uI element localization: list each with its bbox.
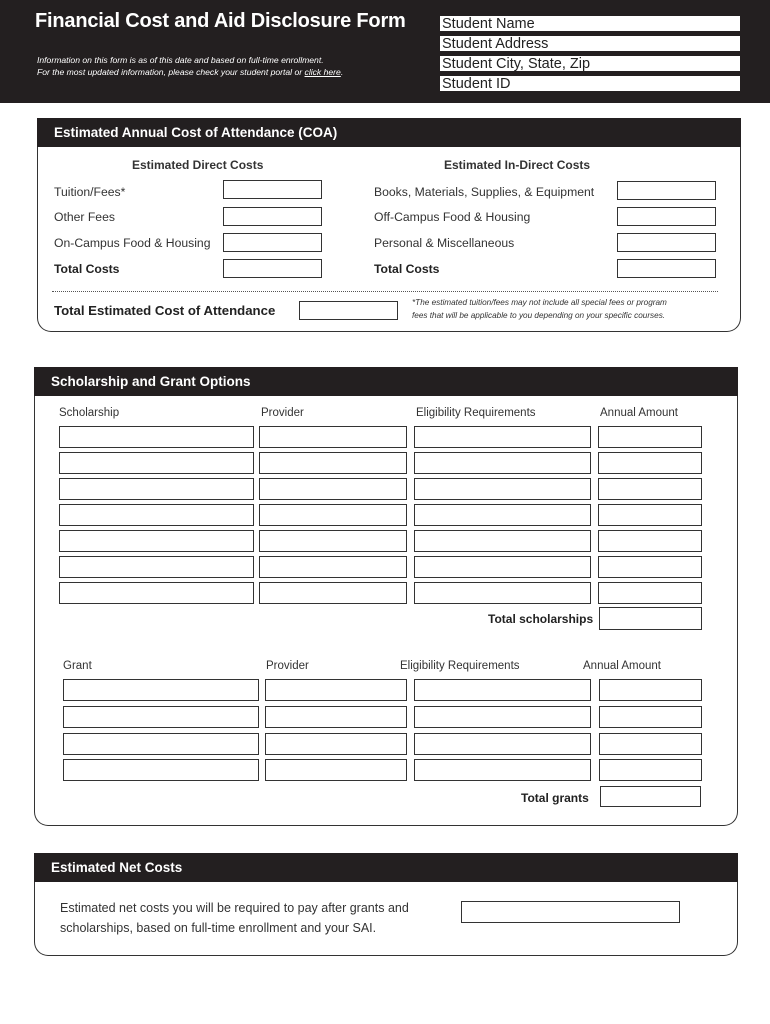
indirect-total-costs-label: Total Costs — [374, 262, 440, 276]
student-address-field[interactable]: Student Address — [439, 35, 741, 52]
direct-total-costs-input[interactable] — [223, 259, 322, 278]
scholarship-eligibility-input[interactable] — [414, 452, 591, 474]
scholarship-eligibility-input[interactable] — [414, 426, 591, 448]
grant-provider-input[interactable] — [265, 679, 407, 701]
scholarship-provider-input[interactable] — [259, 426, 407, 448]
scholarship-provider-input[interactable] — [259, 556, 407, 578]
scholarship-eligibility-input[interactable] — [414, 556, 591, 578]
grant-col-header: Grant — [63, 660, 92, 672]
scholarship-eligibility-input[interactable] — [414, 478, 591, 500]
scholarship-name-input[interactable] — [59, 582, 254, 604]
scholarship-name-input[interactable] — [59, 452, 254, 474]
net-costs-line-1: Estimated net costs you will be required to pay after grants and — [60, 901, 409, 915]
form-header — [0, 0, 770, 103]
off-campus-housing-label: Off-Campus Food & Housing — [374, 210, 531, 224]
coa-divider — [52, 291, 718, 292]
scholarship-amount-input[interactable] — [598, 452, 702, 474]
tuition-fees-label: Tuition/Fees* — [54, 185, 126, 199]
coa-section-header: Estimated Annual Cost of Attendance (COA) — [37, 118, 741, 147]
on-campus-housing-label: On-Campus Food & Housing — [54, 236, 211, 250]
click-here-link[interactable]: click here — [304, 67, 341, 77]
scholarship-provider-input[interactable] — [259, 530, 407, 552]
other-fees-label: Other Fees — [54, 210, 115, 224]
total-grants-label: Total grants — [521, 791, 589, 805]
scholarship-provider-input[interactable] — [259, 478, 407, 500]
info-line-2 — [37, 66, 343, 78]
total-coa-input[interactable] — [299, 301, 398, 320]
books-materials-label: Books, Materials, Supplies, & Equipment — [374, 185, 595, 199]
total-scholarships-input[interactable] — [599, 607, 702, 630]
indirect-total-costs-input[interactable] — [617, 259, 716, 278]
scholarship-section-header: Scholarship and Grant Options — [34, 367, 738, 396]
grant-name-input[interactable] — [63, 733, 259, 755]
note-line-2: fees that will be applicable to you depending on your specific courses. — [412, 311, 666, 320]
grant-name-input[interactable] — [63, 679, 259, 701]
note-line-1: *The estimated tuition/fees may not include all special fees or program — [412, 298, 667, 307]
grant-amount-col-header: Annual Amount — [583, 660, 662, 672]
scholarship-eligibility-input[interactable] — [414, 530, 591, 552]
net-costs-section-header: Estimated Net Costs — [34, 853, 738, 882]
personal-misc-input[interactable] — [617, 233, 716, 252]
other-fees-input[interactable] — [223, 207, 322, 226]
student-name-field[interactable]: Student Name — [439, 15, 741, 32]
on-campus-housing-input[interactable] — [223, 233, 322, 252]
scholarship-name-input[interactable] — [59, 478, 254, 500]
scholarship-eligibility-input[interactable] — [414, 582, 591, 604]
grant-provider-input[interactable] — [265, 759, 407, 781]
grant-provider-col-header: Provider — [266, 660, 309, 672]
books-materials-input[interactable] — [617, 181, 716, 200]
scholarship-col-header: Scholarship — [59, 407, 120, 419]
scholarship-provider-input[interactable] — [259, 504, 407, 526]
info-line-2-end: . — [340, 67, 344, 77]
net-costs-line-2: scholarships, based on full-time enrollment and your SAI. — [60, 921, 377, 935]
total-grants-input[interactable] — [600, 786, 701, 807]
info-line-2-text: For the most updated information, please check your student portal or — [37, 67, 305, 77]
student-city-state-zip-field[interactable]: Student City, State, Zip — [439, 55, 741, 72]
scholarship-name-input[interactable] — [59, 556, 254, 578]
net-costs-description — [60, 898, 409, 938]
total-scholarships-label: Total scholarships — [488, 612, 594, 626]
student-id-field[interactable]: Student ID — [439, 75, 741, 92]
total-coa-label: Total Estimated Cost of Attendance — [54, 303, 276, 318]
net-costs-input[interactable] — [461, 901, 680, 923]
grant-amount-input[interactable] — [599, 733, 702, 755]
scholarship-amount-input[interactable] — [598, 478, 702, 500]
scholarship-amount-input[interactable] — [598, 504, 702, 526]
tuition-fees-note — [412, 296, 667, 322]
tuition-fees-input[interactable] — [223, 180, 322, 199]
direct-costs-heading: Estimated Direct Costs — [132, 158, 264, 172]
scholarship-name-input[interactable] — [59, 504, 254, 526]
enrollment-info — [37, 54, 343, 78]
scholarship-provider-input[interactable] — [259, 452, 407, 474]
scholarship-amount-input[interactable] — [598, 530, 702, 552]
grant-eligibility-input[interactable] — [414, 679, 591, 701]
grant-provider-input[interactable] — [265, 706, 407, 728]
scholarship-name-input[interactable] — [59, 530, 254, 552]
grant-name-input[interactable] — [63, 706, 259, 728]
scholarship-eligibility-input[interactable] — [414, 504, 591, 526]
scholarship-name-input[interactable] — [59, 426, 254, 448]
scholarship-provider-col-header: Provider — [261, 407, 304, 419]
grant-amount-input[interactable] — [599, 679, 702, 701]
grant-eligibility-input[interactable] — [414, 706, 591, 728]
scholarship-amount-col-header: Annual Amount — [600, 407, 679, 419]
grant-eligibility-input[interactable] — [414, 733, 591, 755]
grant-amount-input[interactable] — [599, 759, 702, 781]
scholarship-provider-input[interactable] — [259, 582, 407, 604]
info-line-1: Information on this form is as of this date and based on full-time enrollment. — [37, 55, 324, 65]
scholarship-eligibility-col-header: Eligibility Requirements — [416, 407, 536, 419]
scholarship-amount-input[interactable] — [598, 582, 702, 604]
scholarship-amount-input[interactable] — [598, 426, 702, 448]
grant-amount-input[interactable] — [599, 706, 702, 728]
form-title: Financial Cost and Aid Disclosure Form — [35, 10, 406, 32]
grant-eligibility-input[interactable] — [414, 759, 591, 781]
grant-name-input[interactable] — [63, 759, 259, 781]
grant-provider-input[interactable] — [265, 733, 407, 755]
off-campus-housing-input[interactable] — [617, 207, 716, 226]
direct-total-costs-label: Total Costs — [54, 262, 120, 276]
scholarship-amount-input[interactable] — [598, 556, 702, 578]
grant-eligibility-col-header: Eligibility Requirements — [400, 660, 520, 672]
personal-misc-label: Personal & Miscellaneous — [374, 236, 515, 250]
indirect-costs-heading: Estimated In-Direct Costs — [444, 158, 591, 172]
